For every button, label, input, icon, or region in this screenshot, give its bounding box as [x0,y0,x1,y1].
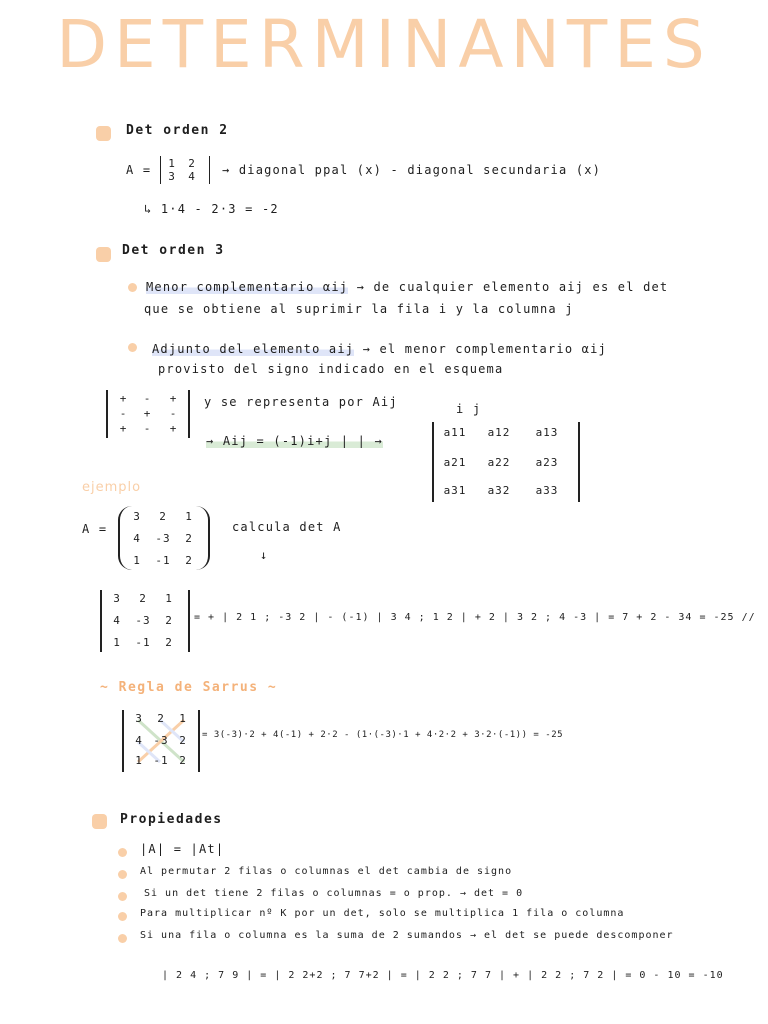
sign-scheme [106,390,190,438]
sign-cell: + [119,422,127,435]
matrix-cell: a31 [443,484,467,497]
matrix-cell: 1 [168,157,176,170]
matrix-cell: a11 [443,426,467,439]
matrix-cell: 3 [135,712,143,725]
prop-item: |A| = |At| [140,842,225,856]
matrix-cell: 4 [133,532,141,545]
item-bullet [118,934,127,943]
se-representa: y se representa por Aij [204,395,398,409]
matrix-cell: 1 [185,510,193,523]
matrix-cell: 4 [135,734,143,747]
expansion: = + | 2 1 ; -3 2 | - (-1) | 3 4 ; 1 2 | + 2 | 3 2 ; 4 -3 | = 7 + 2 - 34 = -25 // [194,612,756,623]
item-bullet [118,848,127,857]
matrix-cell: 2 [188,157,196,170]
aij-formula: → Aij = (-1)i+j | | → [206,434,383,448]
matrix-cell: 4 [188,170,196,183]
matrix-cell: -3 [135,614,151,627]
orden2-matrix [160,156,210,184]
matrix-cell: -3 [155,532,171,545]
orden2-result: ↳ 1·4 - 2·3 = -2 [144,202,279,216]
ejemplo-matrix [118,506,210,570]
matrix-cell: 4 [113,614,121,627]
matrix-cell: -1 [135,636,151,649]
heading-orden3: Det orden 3 [122,243,225,258]
sign-cell: - [169,407,177,420]
ij-labels: i j [456,402,482,416]
prop-item: Para multiplicar nº K por un det, solo se multiplica 1 fila o columna [140,908,625,919]
sign-cell: - [143,392,151,405]
matrix-cell: 1 [133,554,141,567]
prop-item: Si una fila o columna es la suma de 2 sumandos → el det se puede descomponer [140,930,674,941]
matrix-cell: 2 [185,532,193,545]
adjunto-term: Adjunto del elemento aij [152,342,355,356]
generic-matrix [432,422,580,502]
orden2-rule: → diagonal ppal (x) - diagonal secundaria (x) [222,163,602,177]
matrix-cell: 2 [165,614,173,627]
sign-cell: - [143,422,151,435]
sarrus-formula: = 3(-3)·2 + 4(-1) + 2·2 - (1·(-3)·1 + 4·2·2 + 3·2·(-1)) = -25 [202,730,564,740]
menor-line2: que se obtiene al suprimir la fila i y la columna j [144,302,574,316]
matrix-cell: 2 [139,592,147,605]
ejemplo-det [100,590,190,652]
sign-cell: + [143,407,151,420]
menor-term: Menor complementario αij [146,280,349,294]
matrix-cell: 2 [179,754,187,767]
ejemplo-matrix-name: A = [82,522,108,536]
matrix-cell: 1 [135,754,143,767]
item-bullet [118,892,127,901]
heading-propiedades: Propiedades [120,812,223,827]
matrix-cell: 2 [179,734,187,747]
adjunto-rest: → el menor complementario αij [362,342,607,356]
matrix-cell: 2 [165,636,173,649]
menor-line1 [146,280,668,294]
calcula-det: calcula det A [232,520,342,534]
matrix-cell: a13 [535,426,559,439]
adjunto-line2: provisto del signo indicado en el esquema [158,362,504,376]
item-bullet [128,343,137,352]
section-bullet [96,247,111,262]
sarrus-heading: ~ Regla de Sarrus ~ [100,680,278,695]
matrix-cell: 2 [185,554,193,567]
matrix-cell: -1 [155,554,171,567]
matrix-cell: -3 [153,734,169,747]
matrix-cell: a23 [535,456,559,469]
heading-orden2: Det orden 2 [126,123,229,138]
sarrus-matrix [122,710,200,772]
item-bullet [128,283,137,292]
sign-cell: + [169,422,177,435]
prop-example: | 2 4 ; 7 9 | = | 2 2+2 ; 7 7+2 | = | 2 2 ; 7 7 | + | 2 2 ; 7 2 | = 0 - 10 = -10 [162,970,724,981]
matrix-cell: a32 [487,484,511,497]
matrix-cell: 3 [113,592,121,605]
matrix-cell: 1 [165,592,173,605]
matrix-cell: a12 [487,426,511,439]
matrix-cell: -1 [153,754,169,767]
matrix-cell: 2 [157,712,165,725]
menor-rest: → de cualquier elemento aij es el det [356,280,669,294]
item-bullet [118,912,127,921]
matrix-cell: 3 [133,510,141,523]
matrix-cell: a21 [443,456,467,469]
prop-item: Si un det tiene 2 filas o columnas = o prop. → det = 0 [144,888,524,899]
matrix-cell: 1 [179,712,187,725]
matrix-cell: 2 [159,510,167,523]
ejemplo-label: ejemplo [82,480,142,495]
item-bullet [118,870,127,879]
page-title: DETERMINANTES [56,6,712,83]
matrix-cell: 1 [113,636,121,649]
orden2-eq-prefix: A = [126,163,152,177]
matrix-cell: 3 [168,170,176,183]
matrix-cell: a22 [487,456,511,469]
prop-item: Al permutar 2 filas o columnas el det cambia de signo [140,866,513,877]
sarrus-heading-wrap [100,680,277,695]
sign-cell: + [119,392,127,405]
adjunto-line1 [152,342,607,356]
matrix-cell: a33 [535,484,559,497]
section-bullet [92,814,107,829]
down-arrow: ↓ [260,548,269,562]
section-bullet [96,126,111,141]
sign-cell: + [169,392,177,405]
sign-cell: - [119,407,127,420]
